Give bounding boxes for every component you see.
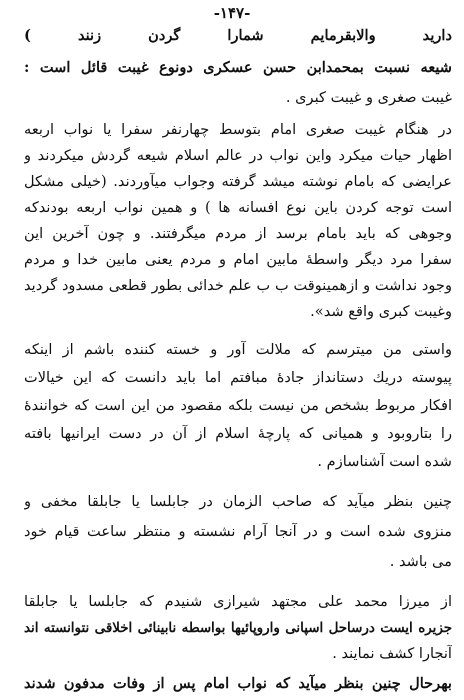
text-line-10: وجود نداشت و ازهمينوقت ب ب علم خدائى بطور قطعى مسدود گرديد (24, 277, 452, 294)
text-line-14: افكار مربوط بشخص من نيست بلكه مقصود من اين است كه خوانندهٔ (24, 397, 452, 414)
text-line-13: پيوسته دريك دستانداز جادهٔ مبافتم اما بايد دانست كه اين خيالات (24, 369, 452, 386)
text-line-5: اظهار حيات ميكرد واين نواب در عالم اسلام شيعه گردش ميكردند و (24, 147, 452, 164)
text-line-1: داريد والابقرمايم شمارا گردن زنند ) (24, 27, 452, 44)
text-line-18: منزوى شده است و در آنجا آرام نشسته و منتظر ساعت قيام خود (24, 523, 452, 540)
text-line-22: آنجارا كشف نمايند . (332, 645, 452, 662)
text-line-17: چنين بنظر ميآيد كه صاحب الزمان در جابلسا يا جابلقا مخفى و (24, 493, 452, 510)
text-line-9: سفرا مرد ديگر واسطهٔ مابين امام و مردم يعنى مابين خدا و مردم (24, 251, 452, 268)
text-line-3: غيبت صغرى و غيبت كبرى . (285, 89, 452, 106)
text-line-2: شيعه نسبت بمحمدابن حسن عسكرى دونوع غيبت قائل است : (24, 59, 452, 76)
text-line-20: از ميرزا محمد على مجتهد شيرازى شنيدم كه جابلسا يا جابلقا (24, 593, 452, 610)
text-line-11: وغيبت كبرى واقع شد». (310, 303, 452, 320)
text-line-16: شده است آشناسازم . (317, 453, 452, 470)
page-number: -۱۴۷- (213, 4, 251, 22)
text-line-8: وجوهى كه بايد بامام برسد از مردم ميگرفتند. و چون آخرين اين (24, 225, 452, 242)
text-line-15: را بتاروبود و هميانى كه پارچهٔ اسلام از آن در دست ايرانيها بافته (24, 425, 452, 442)
text-line-19: مى باشد . (389, 553, 452, 570)
text-line-21: جزيره ايست درساحل اسپانى واروپائيها بواسطه نابينائى اخلاقى نتوانسته اند (24, 620, 452, 636)
text-line-12: واستى من ميترسم كه ملالت آور و خسته كننده باشم از اينكه (24, 341, 452, 358)
text-line-6: عرايضى كه بامام نوشته ميشد گرفته وجواب ميآوردند. (خيلى مشكل (24, 173, 452, 190)
text-line-23: بهرحال چنين بنظر ميآيد كه نواب امام پس از وفات مدفون شدند (24, 675, 452, 692)
text-line-4: در هنگام غيبت صغرى امام بتوسط چهارنفر سفرا يا نواب اربعه (24, 121, 452, 138)
text-line-7: است توجه كردن باين نوع افسانه ها ) و همين نواب اربعه بودندكه (24, 199, 452, 216)
